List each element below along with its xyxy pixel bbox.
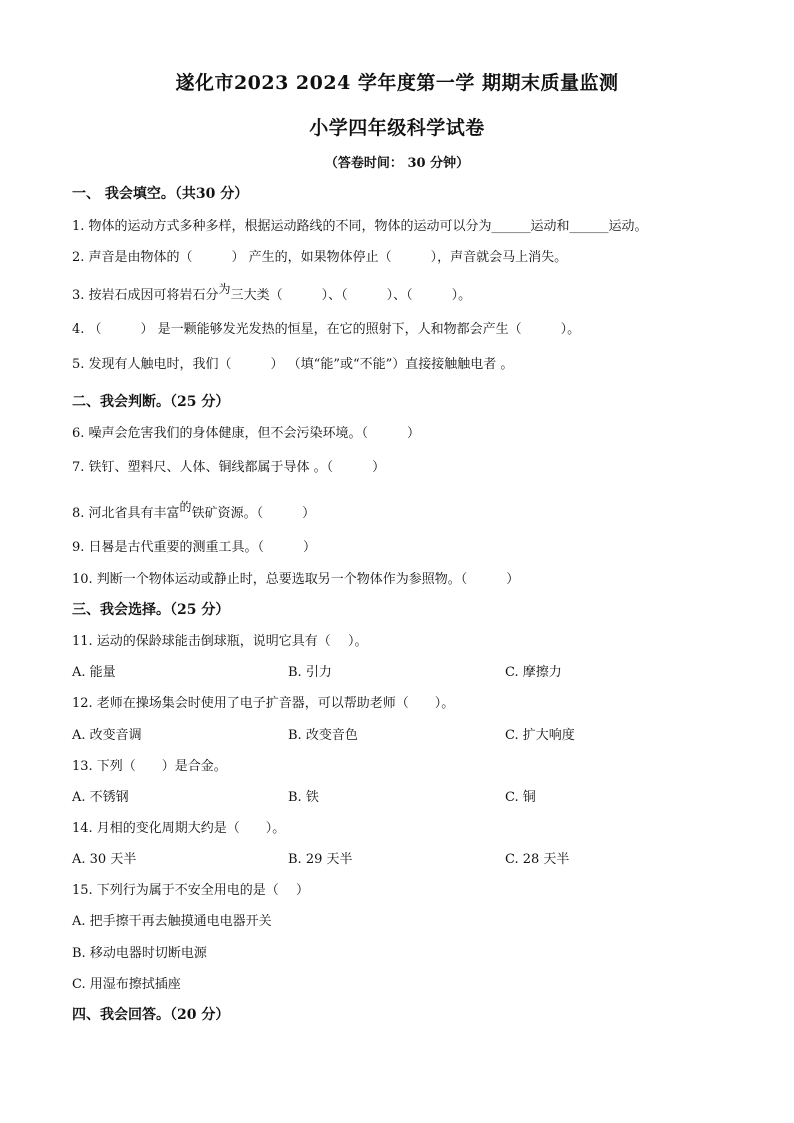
- question-15: 15. 下列行为属于不安全用电的是（ ）: [72, 883, 309, 898]
- question-14: 14. 月相的变化周期大约是（ ）。: [72, 821, 286, 836]
- question-12-option-a: A. 改变音调: [72, 728, 142, 743]
- exam-time: （答卷时间： 30 分钟）: [324, 156, 470, 171]
- question-8-sup: 的: [179, 500, 192, 514]
- section-answer-heading: 四、我会回答。（20 分）: [72, 1007, 230, 1023]
- question-3-part-b: 三大类（ ）、（ ）、（ ）。: [230, 288, 472, 303]
- question-8-part-b: 铁矿资源。（ ）: [191, 506, 316, 521]
- question-12-option-c: C. 扩大响度: [505, 728, 575, 743]
- question-1: 1. 物体的运动方式多种多样，根据运动路线的不同，物体的运动可以分为______运动和______运动。: [72, 219, 648, 234]
- question-9: 9. 日晷是古代重要的测重工具。（ ）: [72, 540, 317, 555]
- question-15-option-c: C. 用湿布擦拭插座: [72, 977, 181, 992]
- question-8: [72, 502, 315, 521]
- question-14-option-a: A. 30 天半: [72, 852, 137, 867]
- exam-subtitle: 小学四年级科学试卷: [309, 117, 485, 139]
- question-2: 2. 声音是由物体的（ ） 产生的，如果物体停止（ ），声音就会马上消失。: [72, 250, 568, 265]
- question-13: 13. 下列（ ）是合金。: [72, 759, 227, 774]
- question-5: 5. 发现有人触电时，我们（ ） （填“能”或“不能”）直接接触触电者 。: [72, 357, 514, 372]
- exam-title: 遂化市2023 2024 学年度第一学 期期末质量监测: [175, 72, 619, 94]
- question-10: 10. 判断一个物体运动或静止时，总要选取另一个物体作为参照物。（ ）: [72, 572, 520, 587]
- question-6: 6. 噪声会危害我们的身体健康，但不会污染环境。（ ）: [72, 426, 421, 441]
- question-11-option-a: A. 能量: [72, 665, 116, 680]
- question-11: 11. 运动的保龄球能击倒球瓶，说明它具有（ ）。: [72, 634, 368, 649]
- question-14-option-c: C. 28 天半: [505, 852, 570, 867]
- question-15-option-a: A. 把手擦干再去触摸通电电器开关: [72, 914, 272, 929]
- question-13-option-c: C. 铜: [505, 790, 536, 805]
- question-4: 4. （ ） 是一颗能够发光发热的恒星，在它的照射下，人和物都会产生（ ）。: [72, 322, 581, 337]
- question-12-option-b: B. 改变音色: [288, 728, 358, 743]
- section-choice-heading: 三、我会选择。（25 分）: [72, 602, 230, 618]
- question-14-option-b: B. 29 天半: [288, 852, 353, 867]
- question-11-option-b: B. 引力: [288, 665, 332, 680]
- question-13-option-a: A. 不锈钢: [72, 790, 129, 805]
- question-12: 12. 老师在操场集会时使用了电子扩音器，可以帮助老师（ ）。: [72, 696, 455, 711]
- section-fill-heading: 一、 我会填空。（共30 分）: [72, 186, 249, 202]
- question-8-part-a: 8. 河北省具有丰富: [72, 506, 180, 521]
- question-3: [72, 284, 471, 303]
- question-11-option-c: C. 摩擦力: [505, 665, 562, 680]
- question-7: 7. 铁钉、塑料尺、人体、铜线都属于导体 。（ ）: [72, 460, 386, 475]
- section-judge-heading: 二、我会判断。（25 分）: [72, 394, 230, 410]
- question-15-option-b: B. 移动电器时切断电源: [72, 946, 207, 961]
- question-3-sup: 为: [218, 282, 231, 296]
- question-13-option-b: B. 铁: [288, 790, 319, 805]
- question-3-part-a: 3. 按岩石成因可将岩石分: [72, 288, 219, 303]
